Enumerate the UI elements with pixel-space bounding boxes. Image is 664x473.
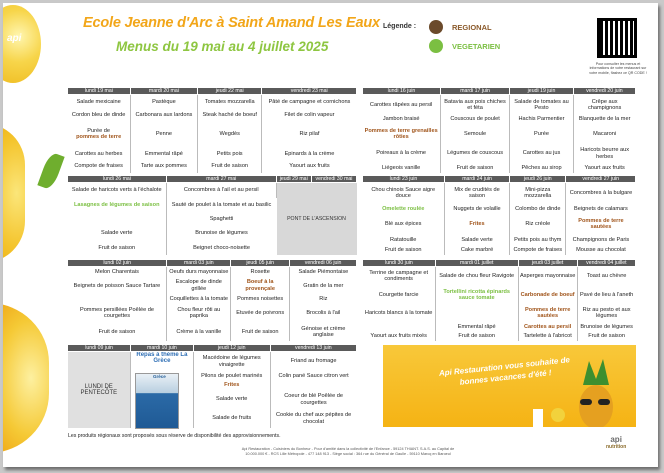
day-header: vendredi 20 juin bbox=[573, 88, 635, 95]
menu-cell: Cake marbré bbox=[444, 245, 509, 255]
menu-cell: Coquillettes à la tomate bbox=[167, 295, 231, 304]
day-header: lundi 09 juin bbox=[68, 345, 131, 352]
day-header: jeudi 26 juin bbox=[510, 176, 566, 183]
menu-cell: Emmental râpé bbox=[130, 147, 197, 160]
menu-cell: Génoise et crème anglaise bbox=[301, 325, 346, 338]
lemon-decoration-left bbox=[3, 123, 25, 263]
api-logo: api bbox=[7, 33, 22, 44]
menu-cell: Petits pois au thym bbox=[510, 235, 566, 245]
day-header: lundi 02 juin bbox=[68, 260, 167, 267]
menu-cell: Fruit de saison bbox=[435, 332, 518, 341]
day-header: vendredi 06 juin bbox=[290, 260, 357, 267]
menu-cell: Hachis Parmentier bbox=[510, 115, 574, 125]
page-title: Ecole Jeanne d'Arc à Saint Amand Les Eaux bbox=[83, 15, 380, 31]
summer-promo-banner bbox=[383, 345, 636, 427]
day-header: vendredi 30 mai bbox=[311, 176, 356, 183]
menu-cell: Semoule bbox=[440, 124, 509, 143]
day-header: lundi 26 mai bbox=[68, 176, 167, 183]
day-header: lundi 23 juin bbox=[363, 176, 445, 183]
day-header: jeudi 19 juin bbox=[510, 88, 574, 95]
menu-item: Purée de bbox=[87, 128, 110, 135]
day-header: mardi 20 mai bbox=[130, 88, 197, 95]
day-header: mardi 01 juillet bbox=[435, 260, 518, 267]
menu-cell: Tartelette à l'abricot bbox=[518, 332, 577, 341]
menu-cell: Haricots beurre aux herbes bbox=[580, 147, 630, 160]
footnote: Les produits régionaux sont proposés sous réserve de disponibilité des approvisionnements. bbox=[68, 433, 281, 439]
menu-cell: Pâté de campagne et cornichons bbox=[268, 98, 351, 105]
menu-cell: Carbonara aux lardons bbox=[130, 108, 197, 121]
qr-code[interactable] bbox=[597, 18, 637, 58]
menu-cell: Fruit de saison bbox=[588, 333, 625, 340]
menu-cell: Haricots blancs à la tomate bbox=[363, 304, 436, 322]
menu-cell: Poireaux à la crème bbox=[363, 144, 441, 163]
day-header: mardi 24 juin bbox=[444, 176, 509, 183]
legal-footer: Api Restauration - Cuisiniers du Bonheur - Pour d'amitié dans la collectivité de l'Enfance - 59124 THIANT. S.A.S. au Capital de 10.000.000 € - RCS Lille Métropole - 477 148 913 - Siège social : 364 rue du Général de Gaulle - 59110 Marcq en Baroeul bbox=[241, 447, 455, 456]
menu-cell: Melon Charentais bbox=[68, 267, 167, 277]
greece-book-title: Grèce bbox=[153, 374, 166, 379]
menu-cell: Concombres à l'ail et au persil bbox=[167, 183, 277, 198]
menu-cell: Riz créole bbox=[510, 214, 566, 234]
day-header: vendredi 23 mai bbox=[262, 88, 357, 95]
menu-cell bbox=[270, 381, 356, 390]
menu-cell: Compote de fraises bbox=[68, 160, 131, 173]
menu-cell: Colin pané Sauce citron vert bbox=[278, 372, 349, 379]
day-header: jeudi 29 mai bbox=[276, 176, 311, 183]
menu-cell: Frites bbox=[444, 214, 509, 234]
menu-cell: Steak haché de boeuf bbox=[198, 108, 262, 121]
menu-cell bbox=[68, 121, 131, 147]
regional-item: pommes de terre bbox=[76, 134, 122, 141]
menu-cell: Pastèque bbox=[130, 95, 197, 109]
menu-cell: Epinards à la crème bbox=[284, 150, 335, 157]
menu-cell: Concombres à la bulgare bbox=[569, 190, 633, 197]
menu-cell: Carottes râpées au persil bbox=[363, 95, 441, 115]
menu-cell: Fruit de saison bbox=[68, 323, 167, 341]
menu-cell: Légumes de couscous bbox=[440, 144, 509, 163]
menu-cell: Chou chinois Sauce aigre douce bbox=[363, 183, 445, 204]
menu-cell: Emmental râpé bbox=[435, 323, 518, 332]
menu-cell: Riz pilaf bbox=[299, 131, 320, 138]
greece-book-image bbox=[135, 373, 179, 429]
menu-cell: Toast au chèvre bbox=[586, 273, 627, 280]
week-table-16-juin bbox=[362, 87, 636, 173]
day-header: lundi 30 juin bbox=[363, 260, 436, 267]
menu-cell: Asperges mayonnaise bbox=[518, 267, 577, 286]
menu-cell: Fruit de saison bbox=[68, 241, 167, 255]
menu-cell: Riz bbox=[319, 296, 328, 303]
menu-cell: Friand au fromage bbox=[290, 358, 337, 365]
day-header: lundi 19 mai bbox=[68, 88, 131, 95]
menu-cell: Champignons de Paris bbox=[572, 236, 630, 243]
holiday-cell: PONT DE L'ASCENSION bbox=[276, 183, 356, 256]
menu-cell bbox=[68, 212, 167, 226]
menu-cell: Tomates mozzarella bbox=[198, 95, 262, 109]
menu-cell: Cordon bleu de dinde bbox=[68, 108, 131, 121]
menu-cell: Salade verte bbox=[444, 235, 509, 245]
day-header: mardi 03 juin bbox=[167, 260, 231, 267]
week-table-30-juin bbox=[362, 259, 636, 341]
day-header: mardi 10 juin bbox=[131, 345, 194, 352]
menu-cell: Couscous de poulet bbox=[440, 115, 509, 125]
menu-cell: Blanquette de la mer bbox=[578, 116, 631, 123]
day-header: vendredi 13 juin bbox=[270, 345, 356, 352]
regional-icon bbox=[429, 20, 443, 34]
menu-cell: Yaourt aux fruits bbox=[289, 163, 330, 170]
menu-cell: Omelette roulée bbox=[363, 204, 445, 214]
day-header: jeudi 03 juillet bbox=[518, 260, 577, 267]
day-header: mardi 17 juin bbox=[440, 88, 509, 95]
menu-cell: Fruit de saison bbox=[231, 323, 290, 341]
menu-cell: Pommes persillées Poêlée de courgettes bbox=[68, 304, 167, 322]
pineapple-illustration bbox=[383, 345, 636, 427]
menu-cell: Beignet choco-noisette bbox=[193, 244, 250, 251]
menu-cell: Salade verte bbox=[193, 390, 270, 409]
menu-cell: Yaourt aux fruits bbox=[584, 165, 625, 172]
menu-cell: Salade de haricots verts à l'échalote bbox=[68, 183, 167, 198]
menu-cell: Pommes de terre sautées bbox=[518, 304, 577, 322]
menu-cell: Tortellini ricotta épinards sauce tomate bbox=[435, 286, 518, 304]
menu-cell: Salade de fruits bbox=[193, 409, 270, 428]
menu-cell: Wegdès bbox=[198, 121, 262, 147]
menu-cell: Salade de tomates au Pesto bbox=[510, 95, 574, 115]
menu-cell: Macaroni bbox=[593, 131, 617, 138]
menu-cell: Salade Piémontaise bbox=[298, 268, 349, 275]
menu-cell: Fruit de saison bbox=[440, 163, 509, 173]
menu-cell: Macédoine de légumes vinaigrette bbox=[193, 352, 270, 372]
menu-cell: Chou fleur rôti au paprika bbox=[167, 304, 231, 322]
day-header: mardi 27 mai bbox=[167, 176, 277, 183]
menu-cell: Mix de crudités de saison bbox=[444, 183, 509, 204]
menu-cell: Petits pois bbox=[198, 147, 262, 160]
menu-cell: Brunoise de légumes bbox=[580, 324, 633, 331]
vegetarian-icon bbox=[429, 39, 443, 53]
qr-caption: Pour consulter les menus et informations de votre restaurant sur votre mobile, flashez ce QR CODE ! bbox=[589, 62, 647, 75]
legend-vegetarian: VEGETARIEN bbox=[452, 42, 501, 51]
leaf-decoration bbox=[37, 151, 64, 190]
menu-cell: Fruit de saison bbox=[198, 160, 262, 173]
api-nutrition-logo bbox=[606, 435, 626, 450]
menu-cell: Liégeois vanille bbox=[363, 163, 441, 173]
menu-cell: Mousse au chocolat bbox=[576, 246, 626, 253]
menu-cell: Fruit de saison bbox=[363, 245, 445, 255]
menu-cell: Jambon braisé bbox=[363, 115, 441, 125]
menu-cell: Lasagnes de légumes de saison bbox=[68, 198, 167, 212]
menu-cell: Escalope de dinde grillée bbox=[167, 276, 231, 294]
holiday-cell: LUNDI DE PENTECÔTE bbox=[68, 352, 131, 429]
menu-cell: Pavé de lieu à l'aneth bbox=[579, 291, 634, 298]
day-header: jeudi 22 mai bbox=[198, 88, 262, 95]
nutrition-brand: api bbox=[610, 435, 622, 444]
menu-sheet bbox=[3, 3, 658, 467]
menu-cell: Sauté de poulet à la tomate et au basilic bbox=[171, 201, 272, 208]
menu-cell bbox=[363, 323, 436, 332]
menu-cell: Carottes au jus bbox=[510, 144, 574, 163]
menu-cell: Beignets de calamars bbox=[574, 205, 628, 212]
menu-cell: Frites bbox=[193, 381, 270, 390]
page-subtitle: Menus du 19 mai au 4 juillet 2025 bbox=[116, 39, 329, 54]
promo-text: Api Restauration vous souhaite de bonnes vacances d'été ! bbox=[438, 355, 571, 387]
menu-cell: Terrine de campagne et condiments bbox=[363, 267, 436, 286]
menu-cell: Blé aux épices bbox=[363, 214, 445, 234]
menu-cell: Brunoise de légumes bbox=[195, 230, 248, 237]
week-table-19-mai bbox=[67, 87, 357, 173]
menu-cell: Pommes de terre sautées bbox=[578, 218, 624, 231]
menu-cell: Crêpe aux champignons bbox=[587, 98, 622, 111]
day-header: vendredi 04 juillet bbox=[577, 260, 635, 267]
menu-cell: Etuvée de poivrons bbox=[231, 304, 290, 322]
legend-label: Légende : bbox=[383, 23, 417, 30]
theme-title: Repas à thème La Grèce bbox=[136, 352, 188, 365]
day-header: lundi 16 juin bbox=[363, 88, 441, 95]
lemon-decoration-bottom bbox=[3, 303, 49, 453]
menu-cell: Carbonade de boeuf bbox=[518, 286, 577, 304]
week-table-23-juin bbox=[362, 175, 636, 255]
nutrition-label: nutrition bbox=[606, 444, 627, 450]
menu-cell: Gratin de la mer bbox=[303, 282, 344, 289]
menu-cell: Salade de chou fleur Ravigote bbox=[435, 267, 518, 286]
menu-cell: Purée bbox=[510, 124, 574, 143]
day-header: vendredi 27 juin bbox=[566, 176, 636, 183]
menu-cell: Pêches au sirop bbox=[510, 163, 574, 173]
menu-cell: Boeuf à la provençale bbox=[231, 276, 290, 294]
menu-cell: Pilons de poulet marinés bbox=[193, 371, 270, 380]
menu-cell: Carottes au persil bbox=[518, 323, 577, 332]
menu-cell: Pommes noisettes bbox=[231, 295, 290, 304]
menu-cell: Nuggets de volaille bbox=[444, 204, 509, 214]
menu-cell: Colombo de dinde bbox=[510, 204, 566, 214]
menu-cell: Salade mexicaine bbox=[68, 95, 131, 109]
menu-cell bbox=[435, 304, 518, 322]
menu-cell: Rosette bbox=[231, 267, 290, 277]
menu-cell: Beignets de poisson Sauce Tartare bbox=[68, 276, 167, 294]
menu-cell: Cookie du chef aux pépites de chocolat bbox=[275, 412, 352, 425]
menu-cell: Filet de colin vapeur bbox=[284, 111, 335, 118]
menu-cell: Salade verte bbox=[68, 226, 167, 240]
menu-cell: Mini-pizza mozzarella bbox=[510, 183, 566, 204]
week-table-26-mai bbox=[67, 175, 357, 255]
menu-cell: Ratatouille bbox=[363, 235, 445, 245]
day-header: jeudi 12 juin bbox=[193, 345, 270, 352]
menu-cell: Carottes au herbes bbox=[68, 147, 131, 160]
day-header: jeudi 05 juin bbox=[231, 260, 290, 267]
menu-cell: Courgette farcie bbox=[363, 286, 436, 304]
menu-cell: Spaghetti bbox=[209, 216, 234, 223]
week-table-09-juin bbox=[67, 344, 357, 428]
menu-cell: Crème à la vanille bbox=[167, 323, 231, 341]
menu-cell: Penne bbox=[130, 121, 197, 147]
menu-cell: Brocolis à l'ail bbox=[306, 310, 341, 317]
menu-cell: Yaourt aux fruits mixés bbox=[363, 332, 436, 341]
menu-cell: Tarte aux pommes bbox=[130, 160, 197, 173]
menu-cell: Oeufs durs mayonnaise bbox=[167, 267, 231, 277]
menu-cell: Pommes de terre grenailles rôties bbox=[363, 124, 441, 143]
menu-cell: Batavia aux pois chiches et féta bbox=[440, 95, 509, 115]
menu-cell: Coeur de blé Poêlée de courgettes bbox=[284, 393, 343, 406]
menu-cell: Riz au pesto et aux légumes bbox=[582, 307, 631, 320]
menu-cell: Compote de fraises bbox=[510, 245, 566, 255]
week-table-02-juin bbox=[67, 259, 357, 341]
menu-cell bbox=[68, 295, 167, 304]
legend-regional: REGIONAL bbox=[452, 23, 492, 32]
